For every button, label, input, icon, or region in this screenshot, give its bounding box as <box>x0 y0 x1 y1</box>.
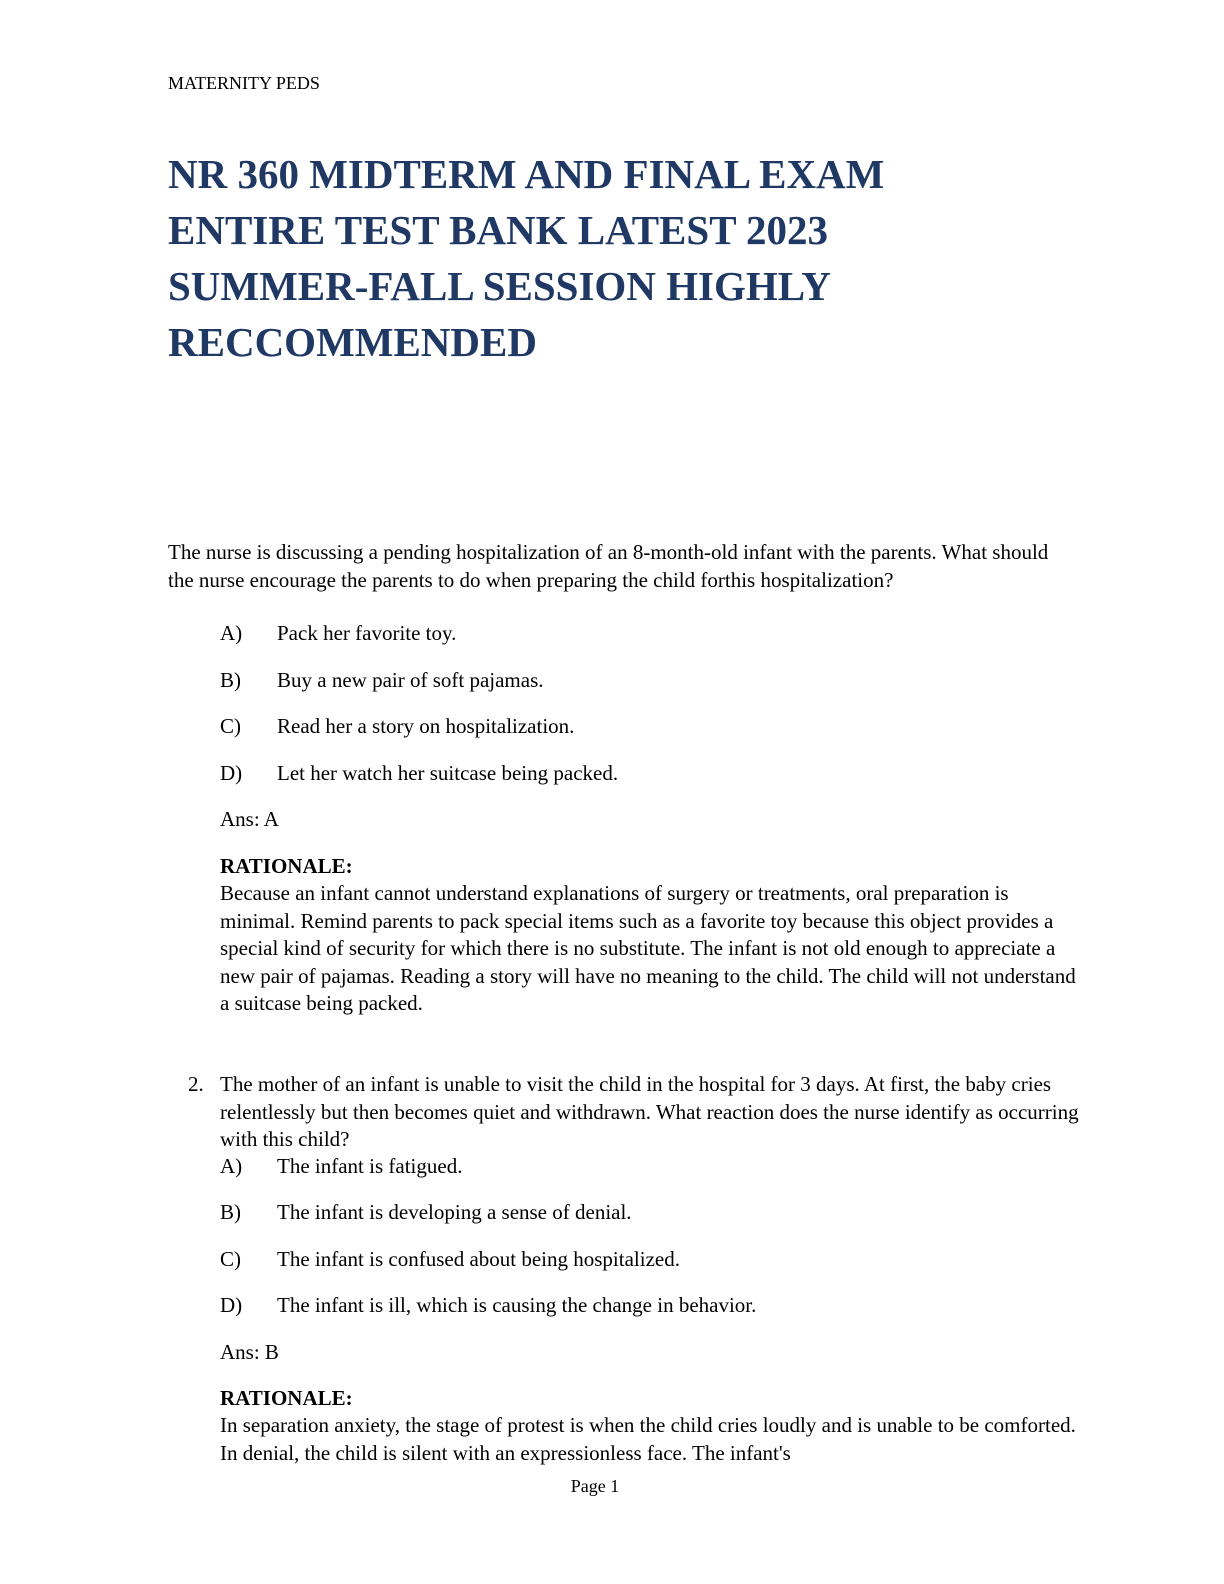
option-text: The infant is developing a sense of denial. <box>277 1200 632 1224</box>
option-text: Read her a story on hospitalization. <box>277 714 575 738</box>
question-2-number: 2. <box>188 1072 204 1096</box>
option-text: The infant is fatigued. <box>277 1154 463 1178</box>
question-2-rationale: In separation anxiety, the stage of protest is when the child cries loudly and is unable to be comforted. In denial, the child is silent with an expressionless face. The infant's <box>220 1413 1076 1465</box>
question-1-rationale-label: RATIONALE: <box>220 854 353 878</box>
option-letter: D) <box>220 1293 243 1317</box>
title-line: RECCOMMENDED <box>168 319 537 365</box>
question-2-option-a <box>220 1153 462 1181</box>
title-line: NR 360 MIDTERM AND FINAL EXAM <box>168 151 885 197</box>
question-1-answer: Ans: A <box>220 807 279 831</box>
question-2-rationale-label: RATIONALE: <box>220 1386 353 1410</box>
option-text: The infant is confused about being hospitalized. <box>277 1247 680 1271</box>
title-line: ENTIRE TEST BANK LATEST 2023 <box>168 207 829 253</box>
question-1-option-c <box>220 713 574 741</box>
question-2-answer: Ans: B <box>220 1340 279 1364</box>
question-1-option-a <box>220 620 456 648</box>
option-letter: C) <box>220 1247 241 1271</box>
question-1-option-d <box>220 760 618 788</box>
option-letter: C) <box>220 714 241 738</box>
title-line: SUMMER-FALL SESSION HIGHLY <box>168 263 831 309</box>
page-number: Page 1 <box>570 1476 620 1496</box>
option-letter: B) <box>220 1200 241 1224</box>
question-1-rationale: Because an infant cannot understand explanations of surgery or treatments, oral preparation is minimal. Remind parents to pack special items such as a favorite toy because this object provides a special kind of security for which there is no substitute. The infant is not old enough to appreciate a new pair of pajamas. Reading a story will have no meaning to the child. The child will not understand a suitcase being packed. <box>220 881 1076 1016</box>
page-header: MATERNITY PEDS <box>168 73 320 93</box>
question-2-option-d <box>220 1292 756 1320</box>
question-2-option-b <box>220 1199 632 1227</box>
option-text: Pack her favorite toy. <box>277 621 457 645</box>
option-text: Let her watch her suitcase being packed. <box>277 761 619 785</box>
option-letter: B) <box>220 668 241 692</box>
question-1-stem: The nurse is discussing a pending hospitalization of an 8-month-old infant with the parents. What should the nurse encourage the parents to do when preparing the child forthis hospitalization? <box>168 540 1049 592</box>
question-1-option-b <box>220 667 544 695</box>
question-2-option-c <box>220 1246 680 1274</box>
option-letter: A) <box>220 621 243 645</box>
option-text: The infant is ill, which is causing the change in behavior. <box>277 1293 757 1317</box>
question-2-stem: The mother of an infant is unable to visit the child in the hospital for 3 days. At first, the baby cries relentlessly but then becomes quiet and withdrawn. What reaction does the nurse identify as occurring with this child? <box>220 1072 1079 1151</box>
option-letter: D) <box>220 761 243 785</box>
option-text: Buy a new pair of soft pajamas. <box>277 668 544 692</box>
option-letter: A) <box>220 1154 243 1178</box>
document-title <box>168 146 884 370</box>
